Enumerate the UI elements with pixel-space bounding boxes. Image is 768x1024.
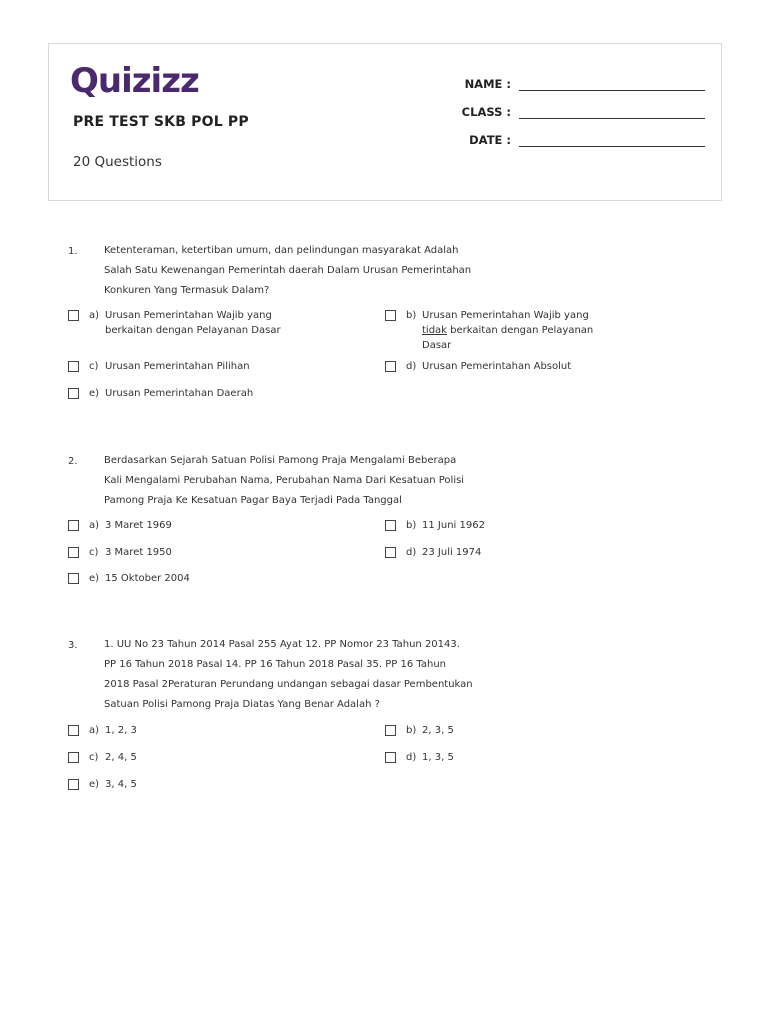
option-e[interactable]: e) 15 Oktober 2004 bbox=[68, 571, 285, 586]
checkbox[interactable] bbox=[68, 361, 79, 372]
checkbox[interactable] bbox=[68, 725, 79, 736]
option-d[interactable]: d) 1, 3, 5 bbox=[385, 750, 602, 765]
class-line[interactable] bbox=[519, 104, 705, 119]
option-a[interactable]: a) 3 Maret 1969 bbox=[68, 518, 285, 533]
option-c[interactable]: c) 2, 4, 5 bbox=[68, 750, 285, 765]
date-label: DATE : bbox=[469, 133, 511, 147]
option-e[interactable]: e) 3, 4, 5 bbox=[68, 777, 285, 792]
checkbox[interactable] bbox=[68, 573, 79, 584]
date-line[interactable] bbox=[519, 132, 705, 147]
name-field bbox=[429, 73, 705, 91]
option-e[interactable]: e) Urusan Pemerintahan Daerah bbox=[68, 386, 285, 401]
option-d[interactable]: d) Urusan Pemerintahan Absolut bbox=[385, 359, 602, 374]
quizizz-logo: Quizizz bbox=[70, 61, 199, 101]
option-c[interactable]: c) 3 Maret 1950 bbox=[68, 545, 285, 560]
checkbox[interactable] bbox=[68, 752, 79, 763]
question-number: 3. bbox=[68, 640, 78, 651]
checkbox[interactable] bbox=[68, 520, 79, 531]
class-field bbox=[429, 101, 705, 119]
question-text: Ketenteraman, ketertiban umum, dan pelindungan masyarakat Adalah Salah Satu Kewenangan Pemerintah daerah Dalam Urusan Pemerintahan Konkuren Yang Termasuk Dalam? bbox=[104, 245, 472, 296]
checkbox[interactable] bbox=[68, 779, 79, 790]
option-c[interactable]: c) Urusan Pemerintahan Pilihan bbox=[68, 359, 285, 374]
class-label: CLASS : bbox=[461, 105, 511, 119]
checkbox[interactable] bbox=[68, 310, 79, 321]
option-a[interactable]: a) 1, 2, 3 bbox=[68, 723, 285, 738]
checkbox[interactable] bbox=[68, 388, 79, 399]
option-b[interactable]: b) 11 Juni 1962 bbox=[385, 518, 602, 533]
option-b[interactable]: b) 2, 3, 5 bbox=[385, 723, 602, 738]
checkbox[interactable] bbox=[385, 361, 396, 372]
date-field bbox=[429, 129, 705, 147]
checkbox[interactable] bbox=[385, 547, 396, 558]
option-b[interactable]: b) Urusan Pemerintahan Wajib yang tidak berkaitan dengan Pelayanan Dasar bbox=[385, 308, 602, 353]
question-text: 1. UU No 23 Tahun 2014 Pasal 255 Ayat 12. PP Nomor 23 Tahun 20143. PP 16 Tahun 2018 Pasal 14. PP 16 Tahun 2018 Pasal 35. PP 16 Tahun 2018 Pasal 2Peraturan Perundang undangan sebagai dasar Pembentukan Satuan Polisi Pamong Praja Diatas Yang Benar Adalah ? bbox=[104, 639, 473, 710]
checkbox[interactable] bbox=[385, 310, 396, 321]
checkbox[interactable] bbox=[385, 752, 396, 763]
question-number: 1. bbox=[68, 246, 78, 257]
option-a[interactable]: a) Urusan Pemerintahan Wajib yang berkaitan dengan Pelayanan Dasar bbox=[68, 308, 285, 338]
question-count: 20 Questions bbox=[73, 154, 162, 170]
question-number: 2. bbox=[68, 456, 78, 467]
question-text: Berdasarkan Sejarah Satuan Polisi Pamong Praja Mengalami Beberapa Kali Mengalami Perubahan Nama, Perubahan Nama Dari Kesatuan Polisi Pamong Praja Ke Kesatuan Pagar Baya Terjadi Pada Tanggal bbox=[104, 455, 465, 506]
checkbox[interactable] bbox=[385, 520, 396, 531]
quiz-title: PRE TEST SKB POL PP bbox=[73, 114, 249, 130]
checkbox[interactable] bbox=[385, 725, 396, 736]
worksheet-header bbox=[48, 43, 722, 201]
name-line[interactable] bbox=[519, 76, 705, 91]
name-label: NAME : bbox=[464, 77, 511, 91]
option-d[interactable]: d) 23 Juli 1974 bbox=[385, 545, 602, 560]
checkbox[interactable] bbox=[68, 547, 79, 558]
